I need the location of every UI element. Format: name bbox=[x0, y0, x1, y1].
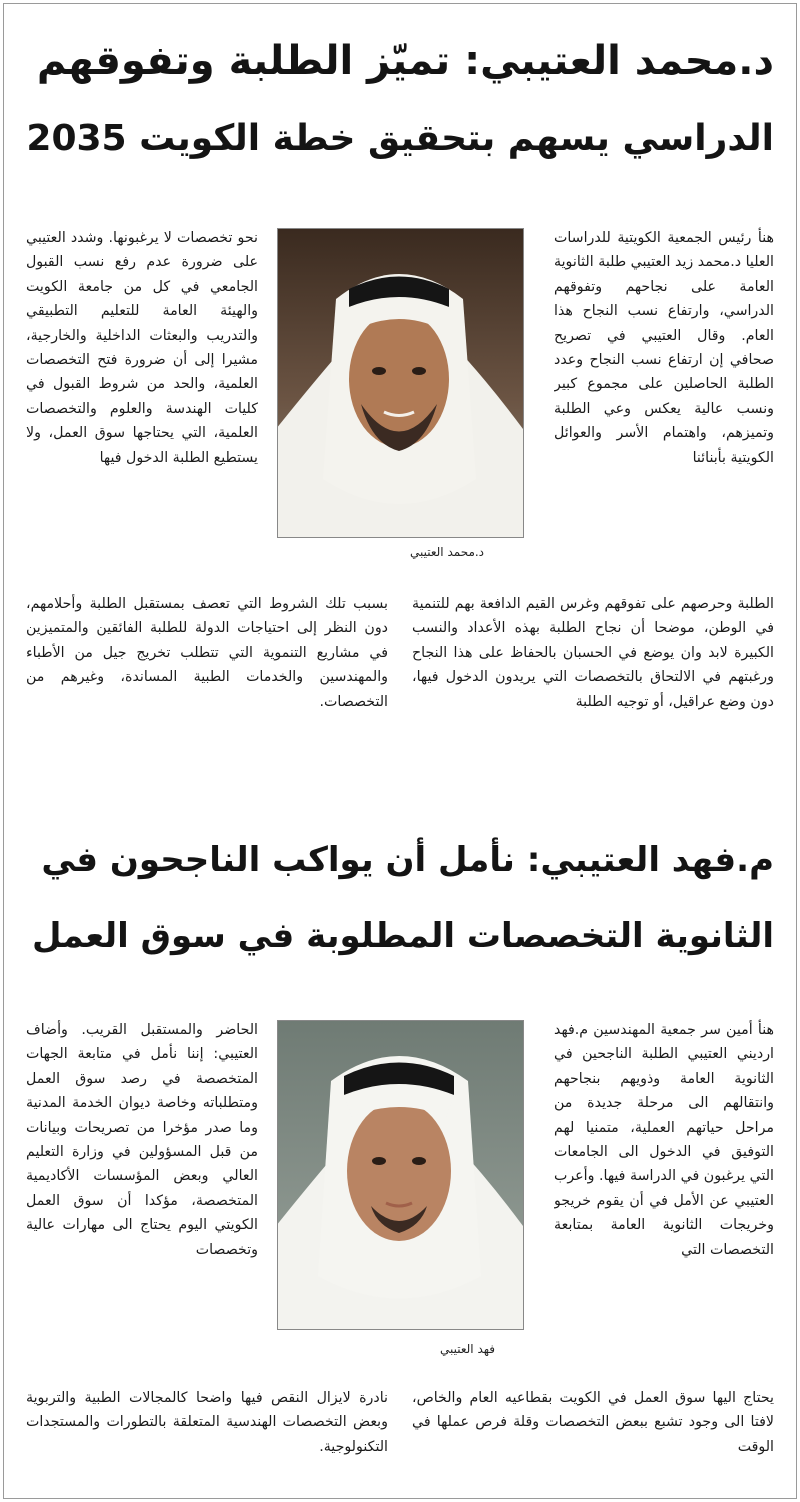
article-right-column: هنأ رئيس الجمعية الكويتية للدراسات العليا د.محمد زيد العتيبي طلبة الثانوية العامة على نجاحهم وتفوقهم الدراسي، وارتفاع نسب النجاح هذا العام. وقال العتيبي في تصريح صحافي إن ارتفاع نسب النجاح وعدد الطلبة الحاصلين على مجموع كبير ونسب عالية يعكس وعي الطلبة وتميزهم، واهتمام الأسر والعوائل الكويتية بأبنائنا bbox=[554, 230, 774, 466]
headline-line-1: م.فهد العتيبي: نأمل أن يواكب الناجحون في bbox=[41, 840, 774, 880]
photo-caption: د.محمد العتيبي bbox=[410, 545, 485, 559]
article-right-column: هنأ أمين سر جمعية المهندسين م.فهد ارديني العتيبي الطلبة الناجحين في الثانوية العامة وذويهم بنجاحهم وانتقالهم الى مرحلة جديدة من مراحل حياتهم العملية، متمنيا لهم التوفيق في الدخول الى الجامعات التي يرغبون في الدراسة فيها. وأعرب العتيبي عن الأمل في أن يقوم خريجو وخريجات الثانوية العامة بمتابعة التخصصات التي bbox=[554, 1022, 774, 1258]
portrait-illustration bbox=[277, 1021, 523, 1330]
article-bottom-left-column: بسبب تلك الشروط التي تعصف بمستقبل الطلبة وأحلامهم، دون النظر إلى احتياجات الدولة للطلبة الفائقين والمتميزين في مشاريع التنموية التي تتطلب تخريج جيل من الأطباء والمهندسين والخدمات الطبية المساندة، وغيرهم من التخصصات. bbox=[26, 596, 388, 710]
portrait-illustration bbox=[277, 229, 523, 538]
article-bottom-left-column: نادرة لايزال النقص فيها واضحا كالمجالات الطبية والتربوية وبعض التخصصات الهندسية المتعلقة بالتطورات والمستجدات التكنولوجية. bbox=[26, 1390, 388, 1455]
headline-line-1: د.محمد العتيبي: تميّز الطلبة وتفوقهم bbox=[36, 38, 774, 84]
photo-caption: فهد العتيبي bbox=[440, 1342, 496, 1356]
article-bottom-right-column: الطلبة وحرصهم على تفوقهم وغرس القيم الدافعة بهم للتنمية في الوطن، موضحا أن نجاح الطلبة بهذه الأعداد والنسب الكبيرة لابد وان يوضع في الحسبان بالحفاظ على هذا النجاح ورغبتهم في الالتحاق بالتخصصات التي يريدون الدخول فيها، دون وضع عراقيل، أو توجيه الطلبة bbox=[412, 596, 774, 710]
article-left-column: نحو تخصصات لا يرغبونها. وشدد العتيبي على ضرورة عدم رفع نسب القبول الجامعي في كل من جامعة الكويت والهيئة العامة للتعليم التطبيقي والتدريب والبعثات الداخلية والخارجية، مشيرا إلى أن ضرورة فتح التخصصات العلمية، والحد من شروط القبول في كليات الهندسة والعلوم والتخصصات العلمية، التي يحتاجها سوق العمل، ولا يستطيع الطلبة الدخول فيها bbox=[26, 230, 258, 466]
portrait-photo bbox=[277, 228, 524, 538]
article-left-column: الحاضر والمستقبل القريب. وأضاف العتيبي: إننا نأمل في متابعة الجهات المتخصصة في رصد سوق العمل ومتطلباته وخاصة ديوان الخدمة المدنية وما صدر مؤخرا من تصريحات وبيانات من قبل المسؤولين في وزارة التعليم العالي وبعض المؤسسات الأكاديمية المتخصصة، مؤكدا أن سوق العمل الكويتي اليوم يحتاج الى مهارات عالية وتخصصات bbox=[26, 1022, 258, 1258]
portrait-photo bbox=[277, 1020, 524, 1330]
headline-line-2: الثانوية التخصصات المطلوبة في سوق العمل bbox=[32, 916, 774, 956]
article-fahad-alotaibi bbox=[0, 812, 800, 1500]
article-bottom-right-column: يحتاج اليها سوق العمل في الكويت بقطاعيه العام والخاص، لافتا الى وجود تشبع ببعض التخصصات وقلة فرص عملها في الوقت bbox=[412, 1390, 774, 1455]
headline-line-2: الدراسي يسهم بتحقيق خطة الكويت 2035 bbox=[26, 118, 774, 159]
